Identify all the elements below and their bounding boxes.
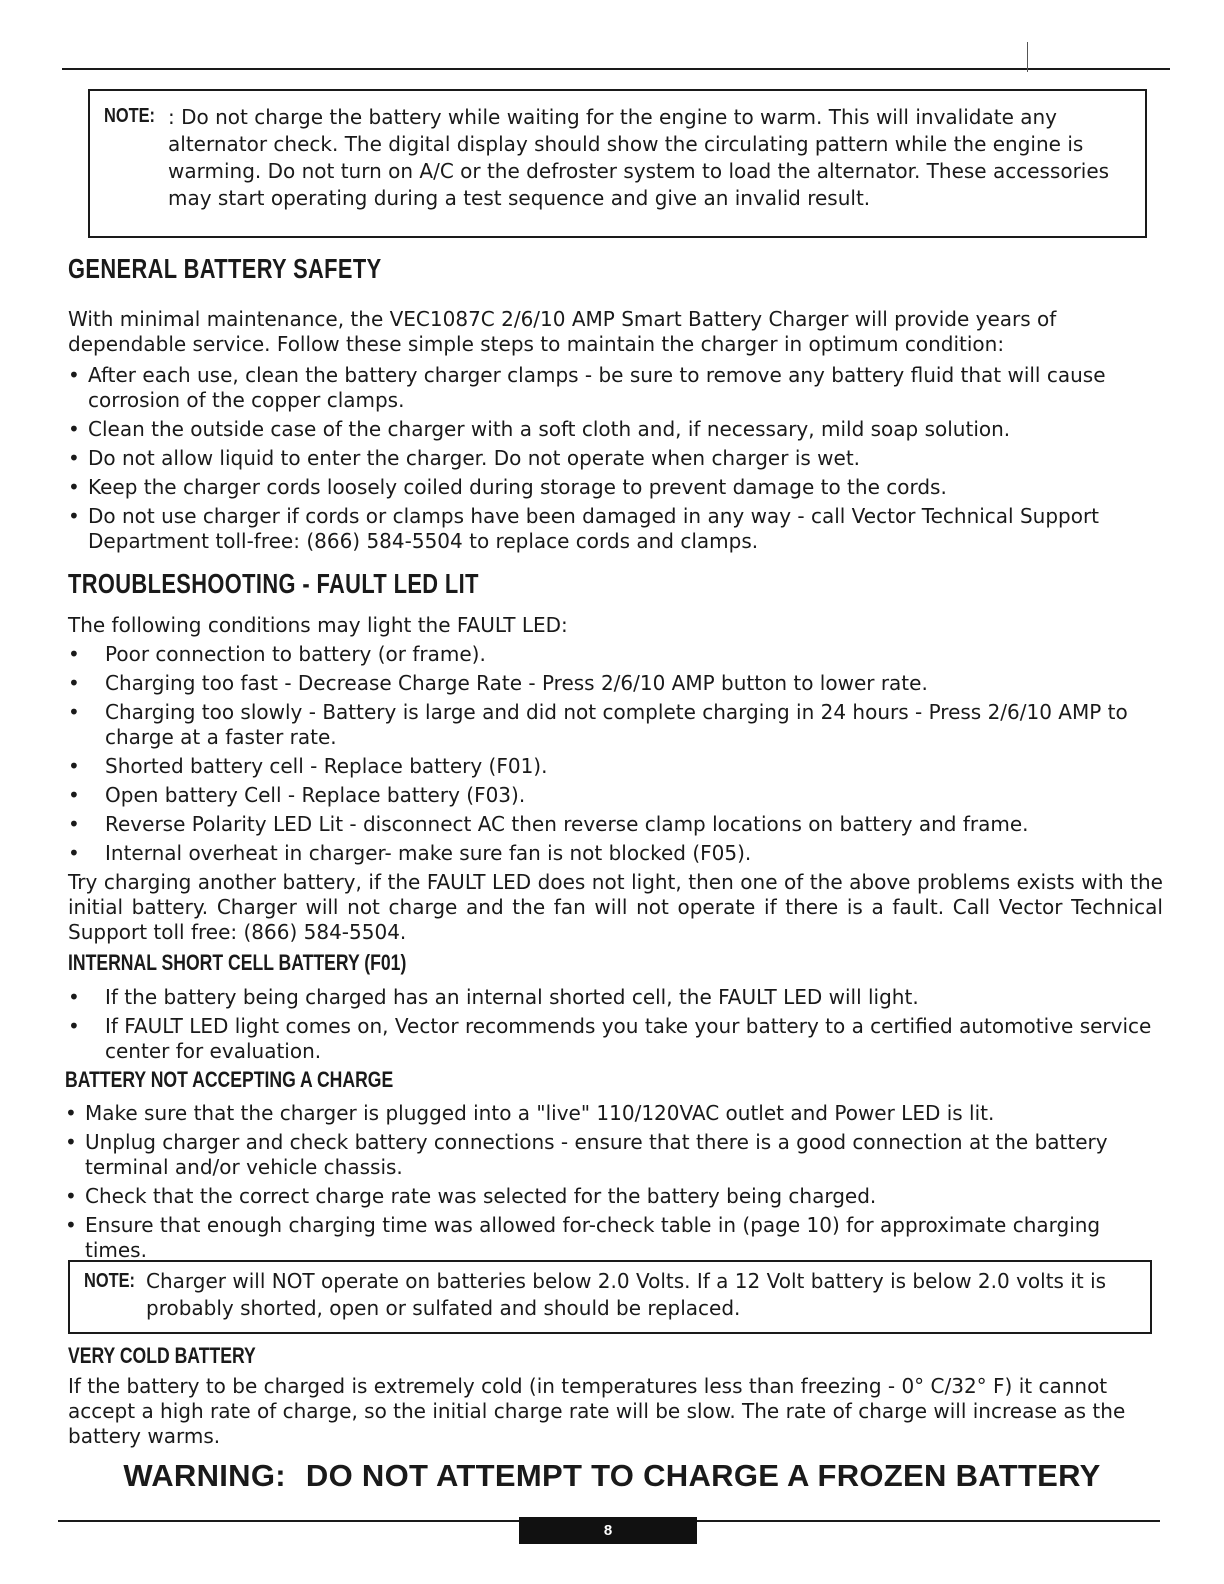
list-item: • Do not use charger if cords or clamps have been damaged in any way - call Vector Technical Support Department toll-free: (866) 584-5504 to replace cords and clamps. <box>68 504 1100 553</box>
note-label: NOTE: <box>84 1270 136 1292</box>
margin-mark <box>1027 42 1028 72</box>
list-item: • Keep the charger cords loosely coiled during storage to prevent damage to the cords. <box>68 475 947 499</box>
list-item: • If FAULT LED light comes on, Vector recommends you take your battery to a certified automotive service center for evaluation. <box>68 1014 1152 1063</box>
general-safety-list <box>68 363 1148 558</box>
list-item: • Ensure that enough charging time was allowed for-check table in (page 10) for approximate charging times. <box>65 1213 1101 1262</box>
note-text: Charger will NOT operate on batteries below 2.0 Volts. If a 12 Volt battery is below 2.0 volts it is probably shorted, open or sulfated and should be replaced. <box>146 1269 1107 1320</box>
troubleshooting-intro: The following conditions may light the FAULT LED: <box>68 613 568 637</box>
list-item: • Make sure that the charger is plugged into a "live" 110/120VAC outlet and Power LED is lit. <box>65 1101 995 1125</box>
note-text: : Do not charge the battery while waiting for the engine to warm. This will invalidate any alternator check. The digital display should show the circulating pattern while the engine is warming. Do not turn on A/C or the defroster system to load the alternator. These accessories may start operating during a test sequence and give an invalid result. <box>168 105 1110 210</box>
note-box-alternator <box>88 89 1147 238</box>
section-heading-troubleshooting: TROUBLESHOOTING - FAULT LED LIT <box>68 568 479 599</box>
troubleshooting-outro: Try charging another battery, if the FAULT LED does not light, then one of the above problems exists with the initial battery. Charger will not charge and the fan will not operate if there is a fault. Call Vector Technical Support toll free: (866) 584-5504. <box>68 870 1163 944</box>
list-item: • After each use, clean the battery charger clamps - be sure to remove any battery fluid that will cause corrosion of the copper clamps. <box>68 363 1106 412</box>
top-rule <box>62 68 1170 70</box>
list-item: • If the battery being charged has an internal shorted cell, the FAULT LED will light. <box>68 985 919 1009</box>
list-item: • Reverse Polarity LED Lit - disconnect AC then reverse clamp locations on battery and frame. <box>68 812 1029 836</box>
list-item: • Do not allow liquid to enter the charger. Do not operate when charger is wet. <box>68 446 861 470</box>
warning-label: WARNING: <box>123 1458 286 1493</box>
general-safety-intro: With minimal maintenance, the VEC1087C 2/6/10 AMP Smart Battery Charger will provide years of dependable service. Follow these simple steps to maintain the charger in optimum condition: <box>68 307 1057 356</box>
note-label: NOTE: <box>104 105 156 127</box>
troubleshooting-list <box>68 642 1168 870</box>
list-item: • Internal overheat in charger- make sure fan is not blocked (F05). <box>68 841 752 865</box>
cold-battery-text: If the battery to be charged is extremely cold (in temperatures less than freezing - 0° C/32° F) it cannot accept a high rate of charge, so the initial charge rate will be slow. The rate of charge will increase as the battery warms. <box>68 1374 1126 1448</box>
note-box-voltage <box>68 1260 1152 1334</box>
section-heading-general-safety: GENERAL BATTERY SAFETY <box>68 253 382 284</box>
page-number: 8 <box>519 1517 697 1544</box>
short-cell-list <box>68 985 1163 1068</box>
list-item: • Charging too fast - Decrease Charge Rate - Press 2/6/10 AMP button to lower rate. <box>68 671 928 695</box>
warning-text: DO NOT ATTEMPT TO CHARGE A FROZEN BATTERY <box>305 1458 1101 1493</box>
list-item: • Check that the correct charge rate was selected for the battery being charged. <box>65 1184 877 1208</box>
list-item: • Clean the outside case of the charger with a soft cloth and, if necessary, mild soap solution. <box>68 417 1011 441</box>
warning-banner <box>0 1458 1224 1494</box>
subheading-not-accepting: BATTERY NOT ACCEPTING A CHARGE <box>65 1067 394 1092</box>
list-item: • Charging too slowly - Battery is large and did not complete charging in 24 hours - Press 2/6/10 AMP to charge at a faster rate. <box>68 700 1128 749</box>
subheading-cold-battery: VERY COLD BATTERY <box>68 1343 256 1368</box>
not-accepting-list <box>65 1101 1165 1267</box>
list-item: • Unplug charger and check battery connections - ensure that there is a good connection at the battery terminal and/or vehicle chassis. <box>65 1130 1108 1179</box>
list-item: • Shorted battery cell - Replace battery (F01). <box>68 754 548 778</box>
list-item: • Open battery Cell - Replace battery (F03). <box>68 783 526 807</box>
subheading-short-cell: INTERNAL SHORT CELL BATTERY (F01) <box>68 950 407 975</box>
list-item: • Poor connection to battery (or frame). <box>68 642 486 666</box>
